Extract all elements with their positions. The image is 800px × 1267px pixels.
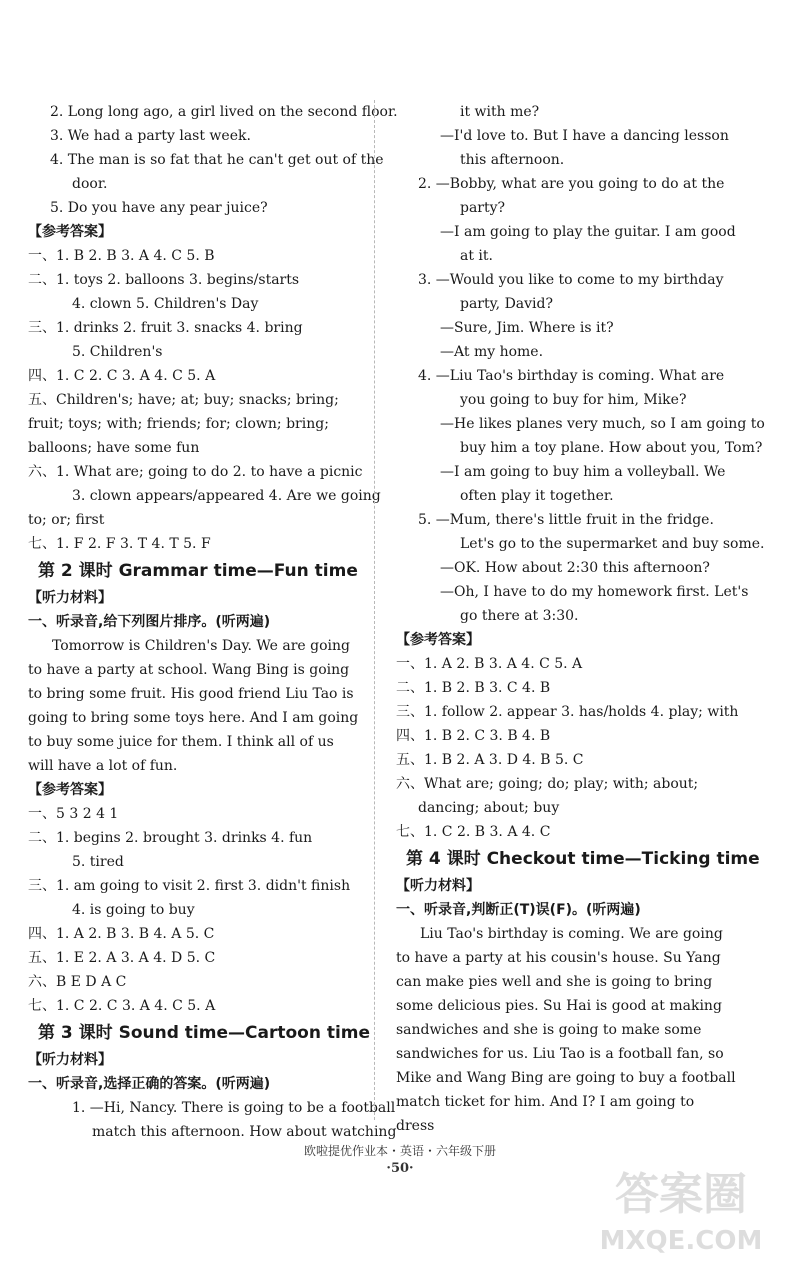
text-line: 三、1. drinks 2. fruit 3. snacks 4. bring — [28, 320, 303, 336]
lesson-heading: 第 4 课时 Checkout time—Ticking time — [406, 849, 760, 869]
exercise-instruction: 一、听录音,给下列图片排序。(听两遍) — [28, 614, 271, 630]
text-line: 七、1. C 2. B 3. A 4. C — [396, 824, 551, 840]
text-line: often play it together. — [460, 488, 614, 504]
text-line: —I am going to play the guitar. I am good — [440, 224, 736, 240]
text-line: 一、1. A 2. B 3. A 4. C 5. A — [396, 656, 583, 672]
text-line: 2. Long long ago, a girl lived on the second floor. — [50, 104, 398, 120]
text-line: —Oh, I have to do my homework first. Let's — [440, 584, 749, 600]
text-line: door. — [72, 176, 108, 192]
section-label: 【参考答案】 — [28, 224, 112, 240]
text-line: to; or; first — [28, 512, 105, 528]
text-line: 六、B E D A C — [28, 974, 127, 990]
text-line: 一、1. B 2. B 3. A 4. C 5. B — [28, 248, 215, 264]
text-line: 七、1. F 2. F 3. T 4. T 5. F — [28, 536, 211, 552]
text-line: 四、1. B 2. C 3. B 4. B — [396, 728, 551, 744]
section-label: 【听力材料】 — [396, 878, 480, 894]
text-line: dancing; about; buy — [418, 800, 560, 816]
text-line: 3. —Would you like to come to my birthday — [418, 272, 724, 288]
text-line: 七、1. C 2. C 3. A 4. C 5. A — [28, 998, 216, 1014]
text-line: 三、1. follow 2. appear 3. has/holds 4. play; with — [396, 704, 739, 720]
text-line: 五、Children's; have; at; buy; snacks; bring; — [28, 392, 339, 408]
text-line: 4. —Liu Tao's birthday is coming. What are — [418, 368, 725, 384]
text-line: 六、1. What are; going to do 2. to have a picnic — [28, 464, 363, 480]
text-line: 4. clown 5. Children's Day — [72, 296, 259, 312]
watermark-text: 答案圈 — [615, 1169, 747, 1220]
text-line: Let's go to the supermarket and buy some. — [460, 536, 765, 552]
text-line: —I am going to buy him a volleyball. We — [440, 464, 726, 480]
text-line: 4. The man is so fat that he can't get out of the — [50, 152, 384, 168]
text-line: it with me? — [460, 104, 540, 120]
text-line: go there at 3:30. — [460, 608, 579, 624]
text-line: 5. Children's — [72, 344, 163, 360]
exercise-instruction: 一、听录音,判断正(T)误(F)。(听两遍) — [396, 902, 641, 918]
text-line: fruit; toys; with; friends; for; clown; bring; — [28, 416, 329, 432]
lesson-heading: 第 2 课时 Grammar time—Fun time — [38, 561, 358, 581]
text-line: at it. — [460, 248, 493, 264]
text-line: 二、1. B 2. B 3. C 4. B — [396, 680, 551, 696]
text-line: 四、1. C 2. C 3. A 4. C 5. A — [28, 368, 216, 384]
text-line: party, David? — [460, 296, 554, 312]
text-line: —At my home. — [440, 344, 544, 360]
left-column — [28, 100, 398, 1144]
text-line: —OK. How about 2:30 this afternoon? — [440, 560, 710, 576]
section-label: 【参考答案】 — [28, 782, 112, 798]
text-line: 五、1. B 2. A 3. D 4. B 5. C — [396, 752, 584, 768]
text-line: —Sure, Jim. Where is it? — [440, 320, 614, 336]
book-title: 欧啦提优作业本・英语・六年级下册 — [303, 1144, 496, 1158]
right-column — [396, 100, 765, 1138]
watermark-logo — [586, 1151, 776, 1261]
text-line: you going to buy for him, Mike? — [460, 392, 687, 408]
page-number: ·50· — [386, 1161, 414, 1176]
text-line: party? — [460, 200, 506, 216]
text-line: balloons; have some fun — [28, 440, 200, 456]
text-line: match this afternoon. How about watching — [92, 1124, 397, 1140]
text-line: 3. clown appears/appeared 4. Are we going — [72, 488, 381, 504]
text-line: —He likes planes very much, so I am going to — [440, 416, 765, 432]
text-line: 三、1. am going to visit 2. first 3. didn't finish — [28, 878, 351, 894]
text-line: 二、1. begins 2. brought 3. drinks 4. fun — [28, 830, 313, 846]
text-line: 5. tired — [72, 854, 124, 870]
text-line: 五、1. E 2. A 3. A 4. D 5. C — [28, 950, 216, 966]
watermark-url: MXQE.COM — [599, 1226, 763, 1256]
text-line: this afternoon. — [460, 152, 565, 168]
text-line: 4. is going to buy — [72, 902, 195, 918]
listening-paragraph: Liu Tao's birthday is coming. We are going to have a party at his cousin's house. Su Yang can make pies well and she is going to bring some delicious pies. Su Hai is good at making sandwiches and she is going to make some sandwiches for us. Liu Tao is a football fan, so Mike and Wang Bing are going to buy a football match ticket for him. And I? I am going to dress — [396, 926, 736, 1134]
section-label: 【参考答案】 — [396, 632, 480, 648]
listening-paragraph: Tomorrow is Children's Day. We are going to have a party at school. Wang Bing is going to bring some fruit. His good friend Liu Tao is going to bring some toys here. And I am going to buy some juice for them. I think all of us will have a lot of fun. — [28, 638, 359, 774]
exercise-instruction: 一、听录音,选择正确的答案。(听两遍) — [28, 1076, 271, 1092]
text-line: 四、1. A 2. B 3. B 4. A 5. C — [28, 926, 215, 942]
column-divider — [374, 100, 375, 1120]
section-label: 【听力材料】 — [28, 590, 112, 606]
text-line: buy him a toy plane. How about you, Tom? — [460, 440, 763, 456]
text-line: 1. —Hi, Nancy. There is going to be a football — [72, 1100, 396, 1116]
text-line: 2. —Bobby, what are you going to do at the — [418, 176, 725, 192]
text-line: 5. Do you have any pear juice? — [50, 200, 268, 216]
text-line: 3. We had a party last week. — [50, 128, 251, 144]
text-line: —I'd love to. But I have a dancing lesson — [440, 128, 729, 144]
section-label: 【听力材料】 — [28, 1052, 112, 1068]
text-line: 一、5 3 2 4 1 — [28, 806, 119, 822]
text-line: 5. —Mum, there's little fruit in the fridge. — [418, 512, 714, 528]
text-line: 六、What are; going; do; play; with; about; — [396, 776, 699, 792]
text-line: 二、1. toys 2. balloons 3. begins/starts — [28, 272, 300, 288]
lesson-heading: 第 3 课时 Sound time—Cartoon time — [38, 1023, 371, 1043]
